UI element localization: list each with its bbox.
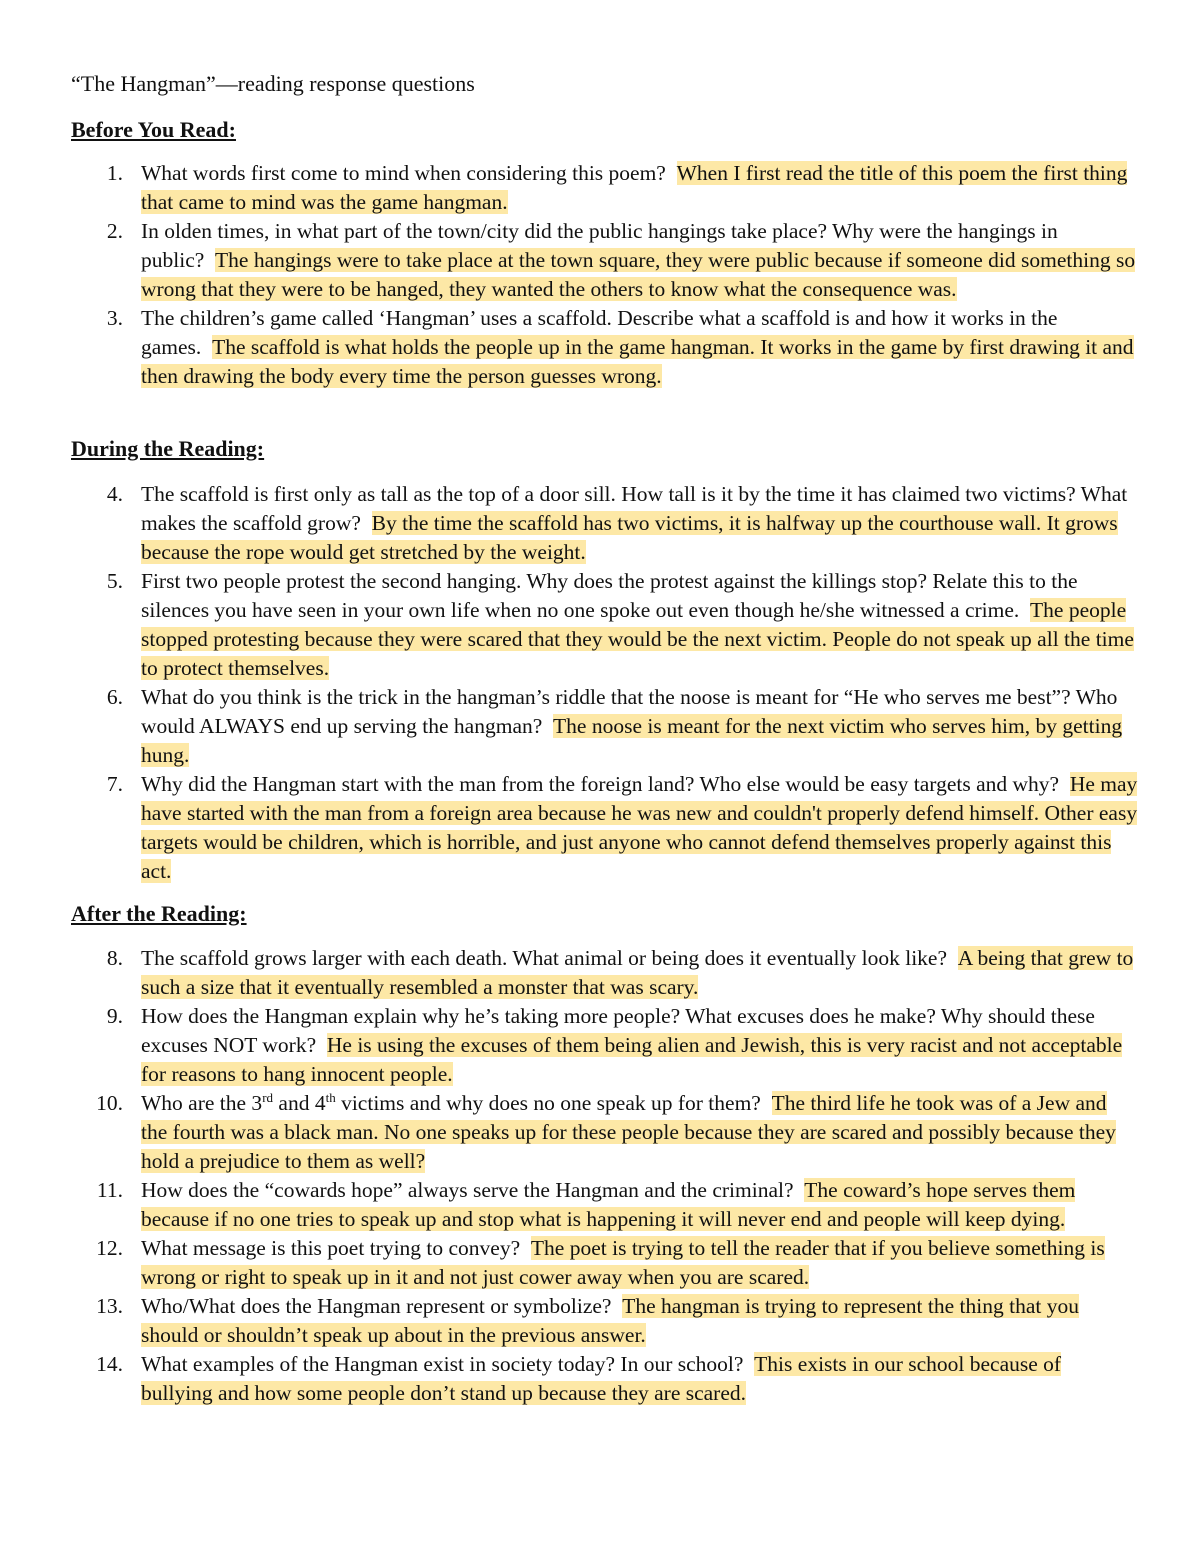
question-item-10	[0, 1089, 1200, 1176]
question-item-11	[0, 1176, 1200, 1234]
question-list-during-the-reading	[0, 480, 1200, 886]
question-text	[141, 1091, 761, 1115]
question-text: What words first come to mind when considering this poem?	[141, 161, 666, 185]
question-text: What examples of the Hangman exist in society today? In our school?	[141, 1352, 744, 1376]
question-text: What do you think is the trick in the hangman’s riddle that the noose is meant for “He who serves me best”? Who would ALWAYS end up serving the hangman?	[141, 685, 1118, 738]
question-text: First two people protest the second hanging. Why does the protest against the killings stop? Relate this to the silences you have seen in your own life when no one spoke out even though he/she witnessed a crime.	[141, 569, 1078, 622]
question-item-14	[0, 1350, 1200, 1408]
question-text-part: and 4	[273, 1091, 326, 1115]
answer-text: A being that grew to such a size that it eventually resembled a monster that was scary.	[141, 946, 1134, 999]
question-item-5	[0, 567, 1200, 683]
question-item-2	[0, 217, 1200, 304]
question-number: 10.	[96, 1091, 123, 1115]
section-heading-during-the-reading: During the Reading:	[71, 436, 265, 461]
question-item-8	[0, 944, 1200, 1002]
question-number: 5.	[106, 569, 123, 593]
question-item-4	[0, 480, 1200, 567]
answer-text: The third life he took was of a Jew and the fourth was a black man. No one speaks up for these people because they are scared and possibly because they hold a prejudice to them as well?	[141, 1091, 1116, 1173]
question-number: 13.	[96, 1294, 123, 1318]
question-number: 2.	[106, 219, 123, 243]
page-title: “The Hangman”—reading response questions	[71, 71, 475, 96]
question-text: In olden times, in what part of the town/city did the public hangings take place? Why were the hangings in public?	[141, 219, 1058, 272]
question-number: 1.	[106, 161, 123, 185]
question-text: What message is this poet trying to convey?	[141, 1236, 521, 1260]
answer-text: He may have started with the man from a foreign area because he was new and couldn't properly defend himself. Other easy targets would be children, which is horrible, and just anyone who cannot defend themselves properly against this act.	[141, 772, 1138, 883]
question-text: The scaffold grows larger with each death. What animal or being does it eventually look like?	[141, 946, 947, 970]
question-number: 3.	[106, 306, 123, 330]
question-number: 7.	[106, 772, 123, 796]
answer-text: The hangings were to take place at the town square, they were public because if someone did something so wrong that they were to be hanged, they wanted the others to know what the consequence was.	[141, 248, 1136, 301]
question-item-9	[0, 1002, 1200, 1089]
question-item-13	[0, 1292, 1200, 1350]
section-heading-after-the-reading: After the Reading:	[71, 901, 247, 926]
question-number: 11.	[96, 1178, 123, 1202]
answer-text: The poet is trying to tell the reader that if you believe something is wrong or right to speak up in it and not just cower away when you are scared.	[141, 1236, 1105, 1289]
answer-text: When I first read the title of this poem the first thing that came to mind was the game hangman.	[141, 161, 1128, 214]
question-number: 9.	[106, 1004, 123, 1028]
question-text: How does the Hangman explain why he’s taking more people? What excuses does he make? Why should these excuses NOT work?	[141, 1004, 1095, 1057]
answer-text: The hangman is trying to represent the thing that you should or shouldn’t speak up about in the previous answer.	[141, 1294, 1079, 1347]
question-number: 6.	[106, 685, 123, 709]
question-item-1	[0, 159, 1200, 217]
ordinal-suffix: th	[325, 1089, 336, 1105]
question-text: The children’s game called ‘Hangman’ uses a scaffold. Describe what a scaffold is and how it works in the games.	[141, 306, 1058, 359]
question-item-12	[0, 1234, 1200, 1292]
ordinal-suffix: rd	[262, 1089, 274, 1105]
question-text: How does the “cowards hope” always serve the Hangman and the criminal?	[141, 1178, 794, 1202]
question-text: The scaffold is first only as tall as the top of a door sill. How tall is it by the time it has claimed two victims? What makes the scaffold grow?	[141, 482, 1128, 535]
answer-text: He is using the excuses of them being alien and Jewish, this is very racist and not acceptable for reasons to hang innocent people.	[141, 1033, 1123, 1086]
question-item-6	[0, 683, 1200, 770]
question-number: 4.	[106, 482, 123, 506]
answer-text: The people stopped protesting because they were scared that they would be the next victim. People do not speak up all the time to protect themselves.	[141, 598, 1134, 680]
answer-text: The coward’s hope serves them because if no one tries to speak up and stop what is happening it will never end and people will keep dying.	[141, 1178, 1076, 1231]
question-text: Who/What does the Hangman represent or symbolize?	[141, 1294, 612, 1318]
question-text-part: victims and why does no one speak up for them?	[335, 1091, 761, 1115]
question-list-after-the-reading	[0, 944, 1200, 1408]
answer-text: This exists in our school because of bullying and how some people don’t stand up because they are scared.	[141, 1352, 1062, 1405]
question-item-3	[0, 304, 1200, 391]
answer-text: The noose is meant for the next victim who serves him, by getting hung.	[141, 714, 1123, 767]
answer-text: By the time the scaffold has two victims, it is halfway up the courthouse wall. It grows because the rope would get stretched by the weight.	[141, 511, 1118, 564]
section-heading-before-you-read: Before You Read:	[71, 117, 236, 142]
question-list-before-you-read	[0, 159, 1200, 391]
question-text: Why did the Hangman start with the man from the foreign land? Who else would be easy targets and why?	[141, 772, 1060, 796]
answer-text: The scaffold is what holds the people up in the game hangman. It works in the game by first drawing it and then drawing the body every time the person guesses wrong.	[141, 335, 1134, 388]
question-number: 12.	[96, 1236, 123, 1260]
question-item-7	[0, 770, 1200, 886]
question-number: 8.	[106, 946, 123, 970]
question-number: 14.	[96, 1352, 123, 1376]
question-text-part: Who are the 3	[141, 1091, 263, 1115]
